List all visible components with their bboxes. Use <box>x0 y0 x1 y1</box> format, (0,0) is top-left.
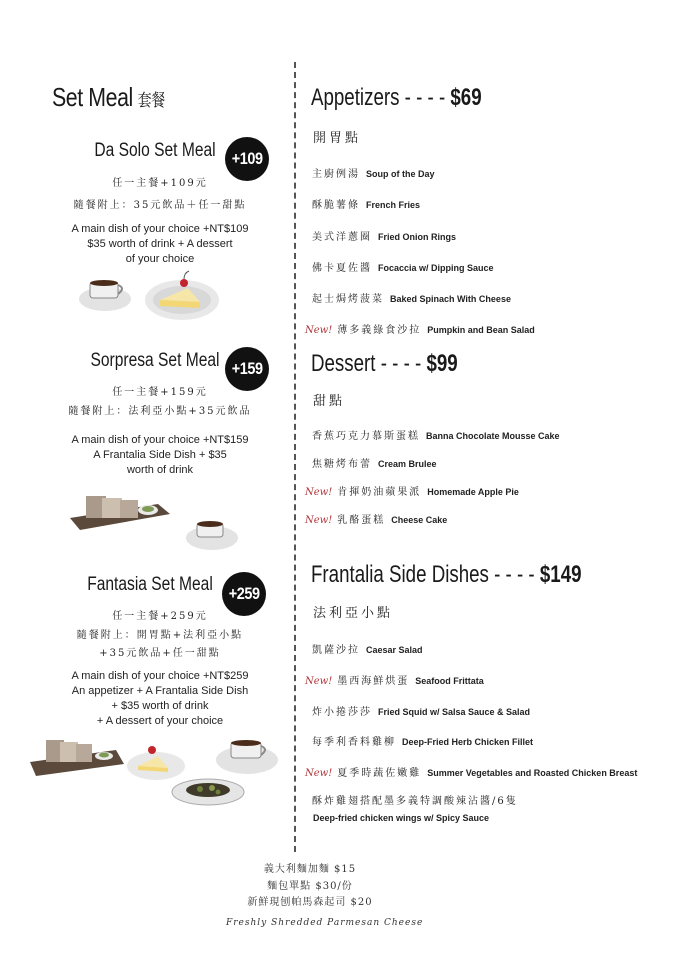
zh-desc: 隨餐附上：35元飲品＋任一甜點 <box>73 200 247 211</box>
menu-item: 焦糖烤布蕾 Cream Brulee <box>312 459 437 470</box>
coffee-cake-illustration <box>78 270 223 325</box>
set-meal-title <box>52 82 165 113</box>
column-divider <box>294 62 296 852</box>
footer-parmesan: 新鮮現刨帕馬森起司 $20 <box>247 897 373 908</box>
menu-item: New! 薄多義綠食沙拉 Pumpkin and Bean Salad <box>305 325 535 336</box>
menu-item-zh: 酥炸雞翅搭配墨多義特調酸辣沾醬/6隻 <box>312 796 518 807</box>
en-desc-fantasia: A main dish of your choice +NT$259 An appetizer + A Frantalia Side Dish + $35 worth of drink + A dessert of your choice <box>71 670 249 727</box>
footer-pasta-extra: 義大利麵加麵 $15 <box>263 864 357 875</box>
new-badge: New! <box>305 325 333 336</box>
menu-item: 香蕉巧克力慕斯蛋糕 Banna Chocolate Mousse Cake <box>312 431 560 442</box>
dessert-price: $99 <box>426 350 458 377</box>
set-meal-title-zh: 套餐 <box>137 91 165 111</box>
dessert-title-zh: 甜點 <box>313 394 346 409</box>
side-dishes-title-zh: 法利亞小點 <box>313 606 394 621</box>
en-desc-sorpresa: A main dish of your choice +NT$159 A Frantalia Side Dish + $35 worth of drink <box>71 434 249 476</box>
set-name-sorpresa: Sorpresa Set Meal <box>90 350 220 371</box>
footer-parmesan-en: Freshly Shredded Parmesan Cheese <box>226 918 424 928</box>
set-name-fantasia: Fantasia Set Meal <box>87 574 213 595</box>
en-desc-da-solo: A main dish of your choice +NT$109 $35 worth of drink + A dessert of your choice <box>71 223 249 265</box>
menu-item: New! 墨西海鮮烘蛋 Seafood Frittata <box>305 676 484 687</box>
price-badge-sorpresa: +159 <box>225 347 269 391</box>
new-badge: New! <box>305 676 333 687</box>
appetizers-price: $69 <box>450 84 482 111</box>
menu-item: New! 夏季時蔬佐嫩雞 Summer Vegetables and Roasted Chicken Breast <box>305 768 638 779</box>
menu-item: 起士焗烤菠菜 Baked Spinach With Cheese <box>312 294 511 305</box>
new-badge: New! <box>305 487 333 498</box>
new-badge: New! <box>305 515 333 526</box>
footer-bread: 麵包單點 $30/份 <box>267 881 353 892</box>
zh-desc: 任一主餐+259元 <box>112 611 208 622</box>
appetizers-title: Appetizers - - - - $69 <box>311 84 482 111</box>
zh-desc: 任一主餐+109元 <box>112 178 208 189</box>
menu-item: New! 肯揮奶油蘋果派 Homemade Apple Pie <box>305 487 519 498</box>
side-dishes-price: $149 <box>539 561 582 588</box>
zh-desc: 任一主餐+159元 <box>112 387 208 398</box>
price-badge-da-solo: +109 <box>225 137 269 181</box>
new-badge: New! <box>305 768 333 779</box>
menu-item: New! 乳酪蛋糕 Cheese Cake <box>305 515 448 526</box>
dessert-title: Dessert - - - - $99 <box>311 350 458 377</box>
menu-item-en: Deep-fried chicken wings w/ Spicy Sauce <box>313 813 490 823</box>
menu-item: 主廚例湯 Soup of the Day <box>312 169 435 180</box>
bread-coffee-illustration <box>66 486 241 556</box>
menu-item: 佛卡夏佐醬 Focaccia w/ Dipping Sauce <box>312 263 494 274</box>
menu-item: 每季利香料雞柳 Deep-Fried Herb Chicken Fillet <box>312 737 534 748</box>
menu-item: 凱薩沙拉 Caesar Salad <box>312 645 423 656</box>
menu-item: 酥脆薯條 French Fries <box>312 200 421 211</box>
zh-desc: +35元飲品+任一甜點 <box>99 648 221 659</box>
menu-item: 美式洋蔥圈 Fried Onion Rings <box>312 232 456 243</box>
price-badge-fantasia: +259 <box>222 572 266 616</box>
appetizers-title-zh: 開胃點 <box>313 131 362 146</box>
set-name-da-solo: Da Solo Set Meal <box>94 140 216 161</box>
side-dishes-title: Frantalia Side Dishes - - - - $149 <box>311 561 582 588</box>
full-meal-illustration <box>28 734 283 809</box>
set-meal-title-en: Set Meal <box>52 82 133 112</box>
menu-item: 炸小捲莎莎 Fried Squid w/ Salsa Sauce & Salad <box>312 707 531 718</box>
zh-desc: 隨餐附上：法利亞小點+35元飲品 <box>68 406 252 417</box>
zh-desc: 隨餐附上：開胃點+法利亞小點 <box>76 630 244 641</box>
